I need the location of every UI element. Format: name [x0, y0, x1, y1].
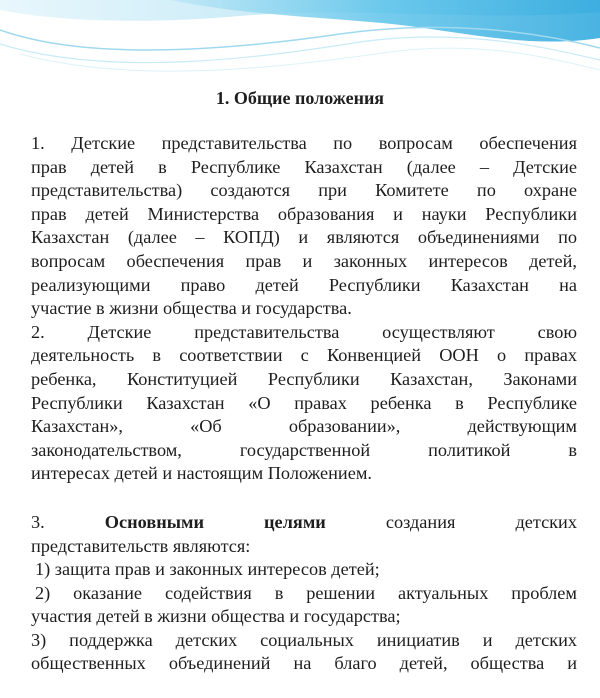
text-line: ребенка, Конституцией Республики Казахстан, Законами — [31, 368, 577, 389]
item-number: 3. — [31, 511, 45, 532]
text-line: участие в жизни общества и государства. — [31, 298, 352, 319]
text-line: 2) оказание содействия в решении актуальных проблем — [35, 582, 577, 603]
section-heading: 1. Общие положения — [215, 88, 385, 108]
text-line: прав детей в Республике Казахстан (далее – Детские — [31, 156, 577, 177]
text-line: 2. Детские представительства осуществляют свою — [31, 321, 577, 342]
text-line: реализующими право детей Республики Казахстан на — [31, 274, 577, 295]
text-line: законодательством, государственной политикой в — [31, 439, 577, 460]
text-line: Республики Казахстан «О правах ребенка в Республике — [31, 392, 577, 413]
text-line: вопросам обеспечения прав и законных интересов детей, — [31, 250, 577, 271]
document-body — [31, 132, 577, 676]
paragraph-2 — [31, 321, 577, 486]
text-fragment: создания детских — [385, 511, 577, 532]
bold-phrase: Основными целями — [104, 511, 326, 532]
text-line: участия детей в жизни общества и государства; — [31, 606, 401, 627]
header-wave-decoration — [0, 0, 600, 92]
text-line: Казахстан», «Об образовании», действующим — [31, 416, 577, 437]
paragraph-1 — [31, 132, 577, 321]
text-line — [31, 511, 577, 535]
text-line: Казахстан (далее – КОПД) и являются объединениями по — [31, 227, 577, 248]
text-line: общественных объединений на благо детей, общества и — [31, 653, 577, 674]
text-line: интересах детей и настоящим Положением. — [31, 463, 372, 484]
text-line: 3) поддержка детских социальных инициатив и детских — [31, 629, 577, 650]
text-line: деятельность в соответствии с Конвенцией ООН о правах — [31, 345, 577, 366]
paragraph-gap — [31, 486, 577, 511]
text-line: 1) защита прав и законных интересов детей; — [35, 559, 380, 580]
text-line: представительств являются: — [31, 535, 251, 556]
text-line: представительства) создаются при Комитете по охране — [31, 180, 577, 201]
text-line: 1. Детские представительства по вопросам обеспечения — [31, 133, 577, 153]
text-line: прав детей Министерства образования и науки Республики — [31, 203, 577, 224]
paragraph-3 — [31, 511, 577, 676]
